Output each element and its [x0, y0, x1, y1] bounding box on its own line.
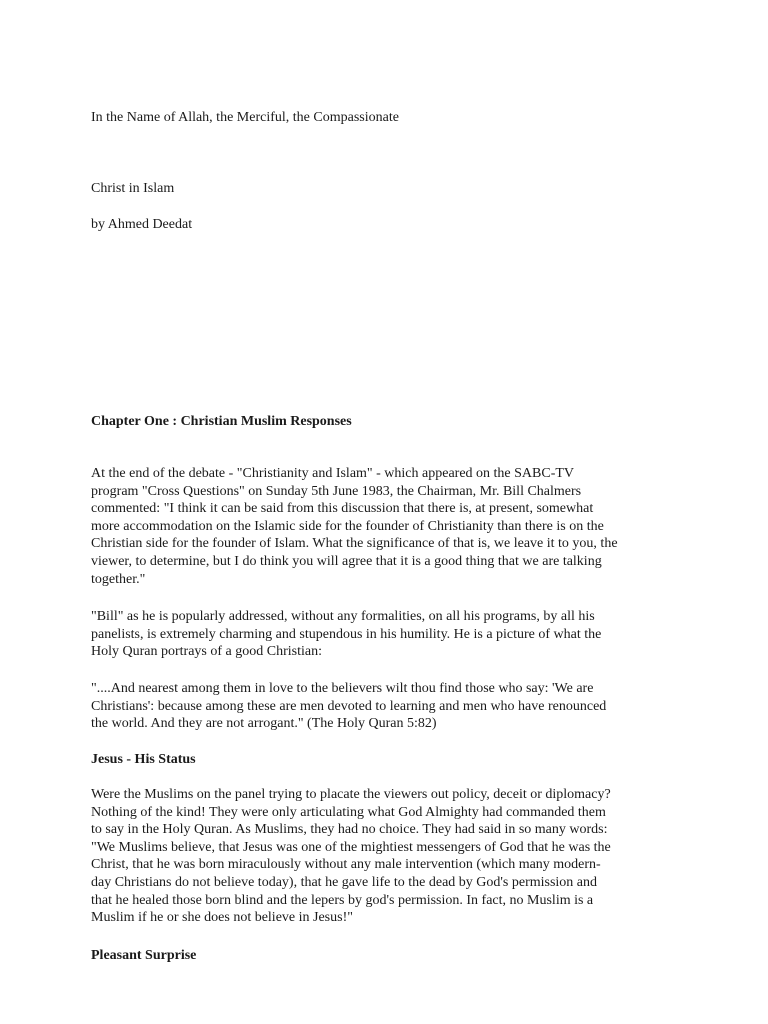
- author-line: by Ahmed Deedat: [91, 217, 193, 232]
- text-line: more accommodation on the Islamic side for the founder of Christianity than there is on the: [91, 518, 604, 534]
- text-line: that he healed those born blind and the lepers by god's permission. In fact, no Muslim is a: [91, 892, 594, 908]
- text-line: day Christians do not believe today), that he gave life to the dead by God's permission and: [91, 874, 598, 890]
- text-line: together.": [91, 571, 146, 587]
- text-line: Nothing of the kind! They were only articulating what God Almighty had commanded them: [91, 804, 606, 820]
- text-line: to say in the Holy Quran. As Muslims, they had no choice. They had said in so many words:: [91, 822, 608, 838]
- paragraph-quran-quote: [91, 680, 691, 733]
- paragraph-bill: [91, 608, 691, 661]
- text-line: panelists, is extremely charming and stupendous in his humility. He is a picture of what the: [91, 626, 602, 642]
- text-line: "We Muslims believe, that Jesus was one of the mightiest messengers of God that he was the: [91, 839, 611, 855]
- text-line: At the end of the debate - "Christianity and Islam" - which appeared on the SABC-TV: [91, 466, 575, 481]
- invocation-line: In the Name of Allah, the Merciful, the Compassionate: [91, 110, 399, 125]
- text-line: Christian side for the founder of Islam. What the significance of that is, we leave it to you, the: [91, 536, 618, 552]
- text-line: Christ, that he was born miraculously without any male intervention (which many modern-: [91, 857, 601, 873]
- text-line: viewer, to determine, but I do think you will agree that it is a good thing that we are talking: [91, 553, 602, 569]
- text-line: Christians': because among these are men devoted to learning and men who have renounced: [91, 698, 607, 714]
- text-line: Were the Muslims on the panel trying to placate the viewers out policy, deceit or diplomacy?: [91, 787, 611, 802]
- text-line: Holy Quran portrays of a good Christian:: [91, 644, 322, 660]
- text-line: program "Cross Questions" on Sunday 5th June 1983, the Chairman, Mr. Bill Chalmers: [91, 483, 582, 499]
- text-line: "Bill" as he is popularly addressed, without any formalities, on all his programs, by all his: [91, 609, 595, 624]
- text-line: the world. And they are not arrogant." (The Holy Quran 5:82): [91, 716, 437, 732]
- section-heading-jesus-status: Jesus - His Status: [91, 752, 196, 767]
- section-heading-pleasant-surprise: Pleasant Surprise: [91, 948, 197, 963]
- paragraph-debate: [91, 465, 691, 588]
- chapter-heading: Chapter One : Christian Muslim Responses: [91, 414, 352, 429]
- text-line: "....And nearest among them in love to the believers wilt thou find those who say: 'We are: [91, 681, 594, 696]
- text-line: Muslim if he or she does not believe in Jesus!": [91, 910, 353, 926]
- paragraph-muslim-belief: [91, 786, 691, 927]
- text-line: commented: "I think it can be said from this discussion that there is, at present, somewhat: [91, 501, 594, 517]
- document-title: Christ in Islam: [91, 181, 175, 196]
